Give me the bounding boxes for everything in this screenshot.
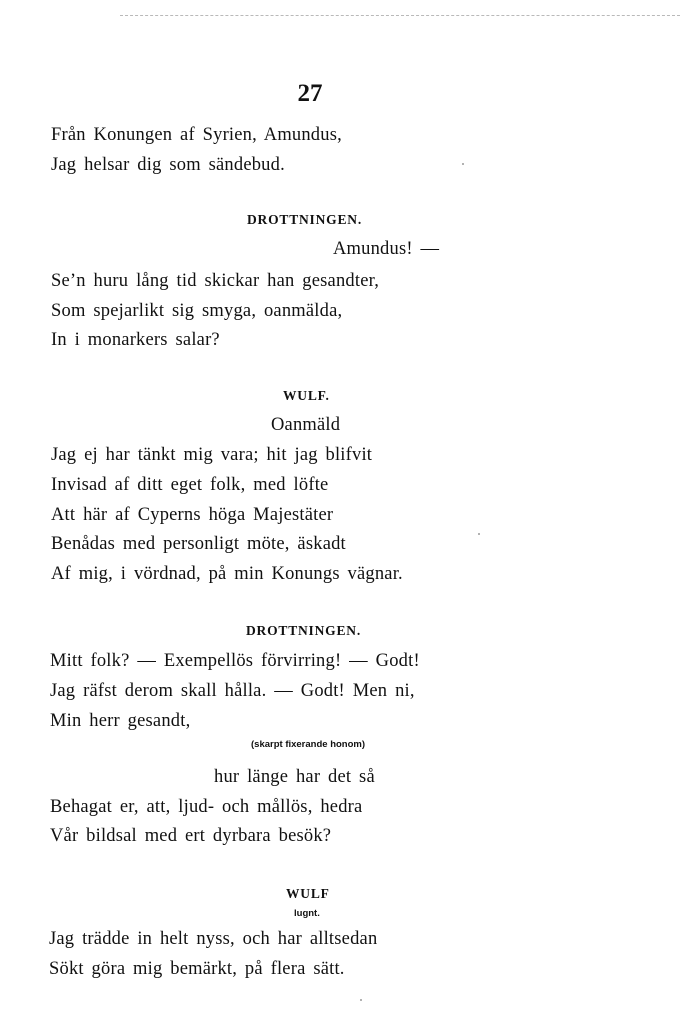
verse-line: Behagat er, att, ljud- och mållös, hedra: [50, 797, 363, 817]
stage-direction: lugnt.: [294, 908, 320, 919]
page-number: 27: [297, 80, 323, 107]
verse-line: Vår bildsal med ert dyrbara besök?: [50, 826, 332, 846]
top-scan-rule: [120, 15, 680, 16]
scan-speck: [462, 163, 464, 165]
verse-line: Att här af Cyperns höga Majestäter: [51, 505, 334, 525]
speaker-name: DROTTNINGEN.: [247, 212, 362, 227]
verse-line: Jag helsar dig som sändebud.: [51, 155, 285, 175]
scan-speck: [478, 533, 480, 535]
verse-line: Min herr gesandt,: [50, 711, 191, 731]
scan-speck: [360, 999, 362, 1001]
verse-line: Invisad af ditt eget folk, med löfte: [51, 475, 329, 495]
speaker-name: WULF: [286, 886, 330, 901]
verse-line: Oanmäld: [271, 415, 341, 435]
verse-line: Jag trädde in helt nyss, och har alltsedan: [49, 929, 378, 949]
verse-line: Mitt folk? — Exempellös förvirring! — Godt!: [50, 651, 420, 671]
verse-line: Jag räfst derom skall hålla. — Godt! Men ni,: [50, 681, 415, 701]
verse-line: Jag ej har tänkt mig vara; hit jag blifvit: [51, 445, 373, 465]
speaker-name: DROTTNINGEN.: [246, 623, 361, 638]
verse-line: Af mig, i vördnad, på min Konungs vägnar.: [51, 564, 403, 584]
verse-line: Amundus! —: [333, 239, 440, 259]
verse-line: hur länge har det så: [214, 767, 375, 787]
verse-line: Från Konungen af Syrien, Amundus,: [51, 125, 342, 145]
stage-direction: (skarpt fixerande honom): [251, 739, 366, 750]
verse-line: In i monarkers salar?: [51, 330, 220, 350]
verse-line: Sökt göra mig bemärkt, på flera sätt.: [49, 959, 345, 979]
verse-line: Benådas med personligt möte, äskadt: [51, 534, 346, 554]
verse-line: Se’n huru lång tid skickar han gesandter,: [51, 271, 380, 291]
verse-line: Som spejarlikt sig smyga, oanmälda,: [51, 301, 343, 321]
speaker-name: WULF.: [283, 388, 330, 403]
